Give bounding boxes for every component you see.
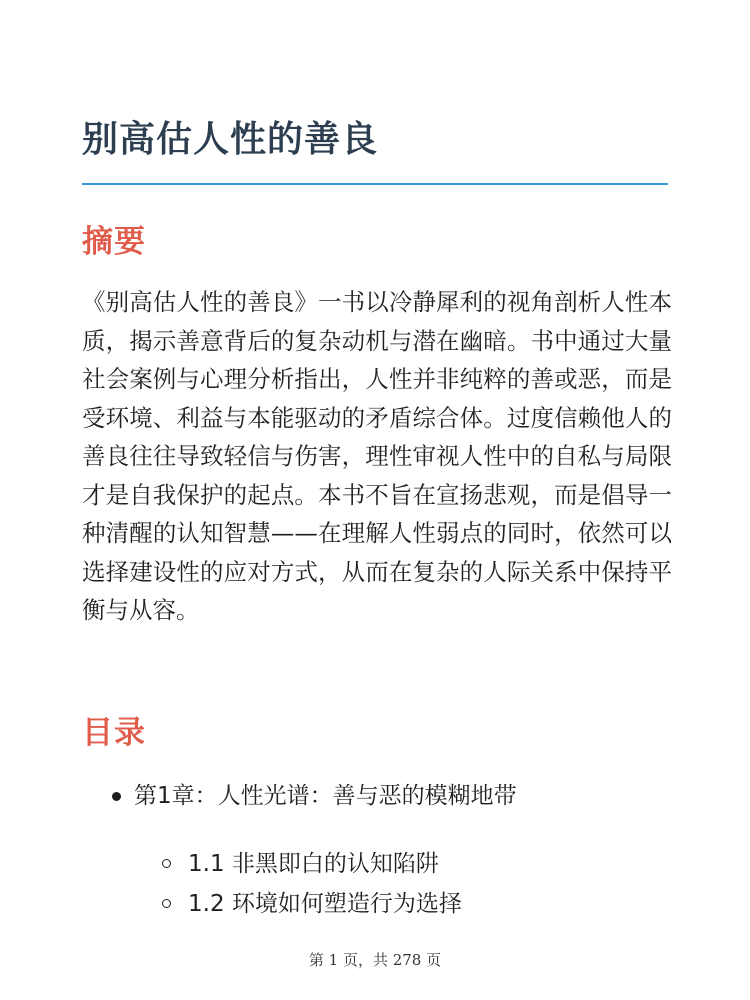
page-footer: 第 1 页，共 278 页 <box>308 951 442 969</box>
toc-section-1-2 <box>82 884 672 924</box>
toc-section-label: 1.1 非黑即白的认知陷阱 <box>188 851 439 877</box>
toc-section-1-1 <box>82 844 672 884</box>
toc-chapter-1-sections <box>82 844 672 924</box>
table-of-contents <box>82 776 672 924</box>
abstract-heading: 摘要 <box>82 224 146 260</box>
bullet-circle-icon <box>162 859 171 868</box>
toc-chapter-label: 第1章：人性光谱：善与恶的模糊地带 <box>134 783 517 809</box>
bullet-disc-icon <box>112 792 121 801</box>
abstract-paragraph: 《别高估人性的善良》一书以冷静犀利的视角剖析人性本质，揭示善意背后的复杂动机与潜在幽暗。书中通过大量社会案例与心理分析指出，人性并非纯粹的善或恶，而是受环境、利益与本能驱动的矛盾综合体。过度信赖他人的善良往往导致轻信与伤害，理性审视人性中的自私与局限才是自我保护的起点。本书不旨在宣扬悲观，而是倡导一种清醒的认知智慧——在理解人性弱点的同时，依然可以选择建设性的应对方式，从而在复杂的人际关系中保持平衡与从容。 <box>82 288 672 624</box>
toc-chapter-1 <box>82 776 672 924</box>
toc-heading: 目录 <box>82 715 146 751</box>
title-divider <box>82 183 668 185</box>
bullet-circle-icon <box>162 899 171 908</box>
toc-section-label: 1.2 环境如何塑造行为选择 <box>188 891 462 917</box>
document-title: 别高估人性的善良 <box>82 119 379 160</box>
